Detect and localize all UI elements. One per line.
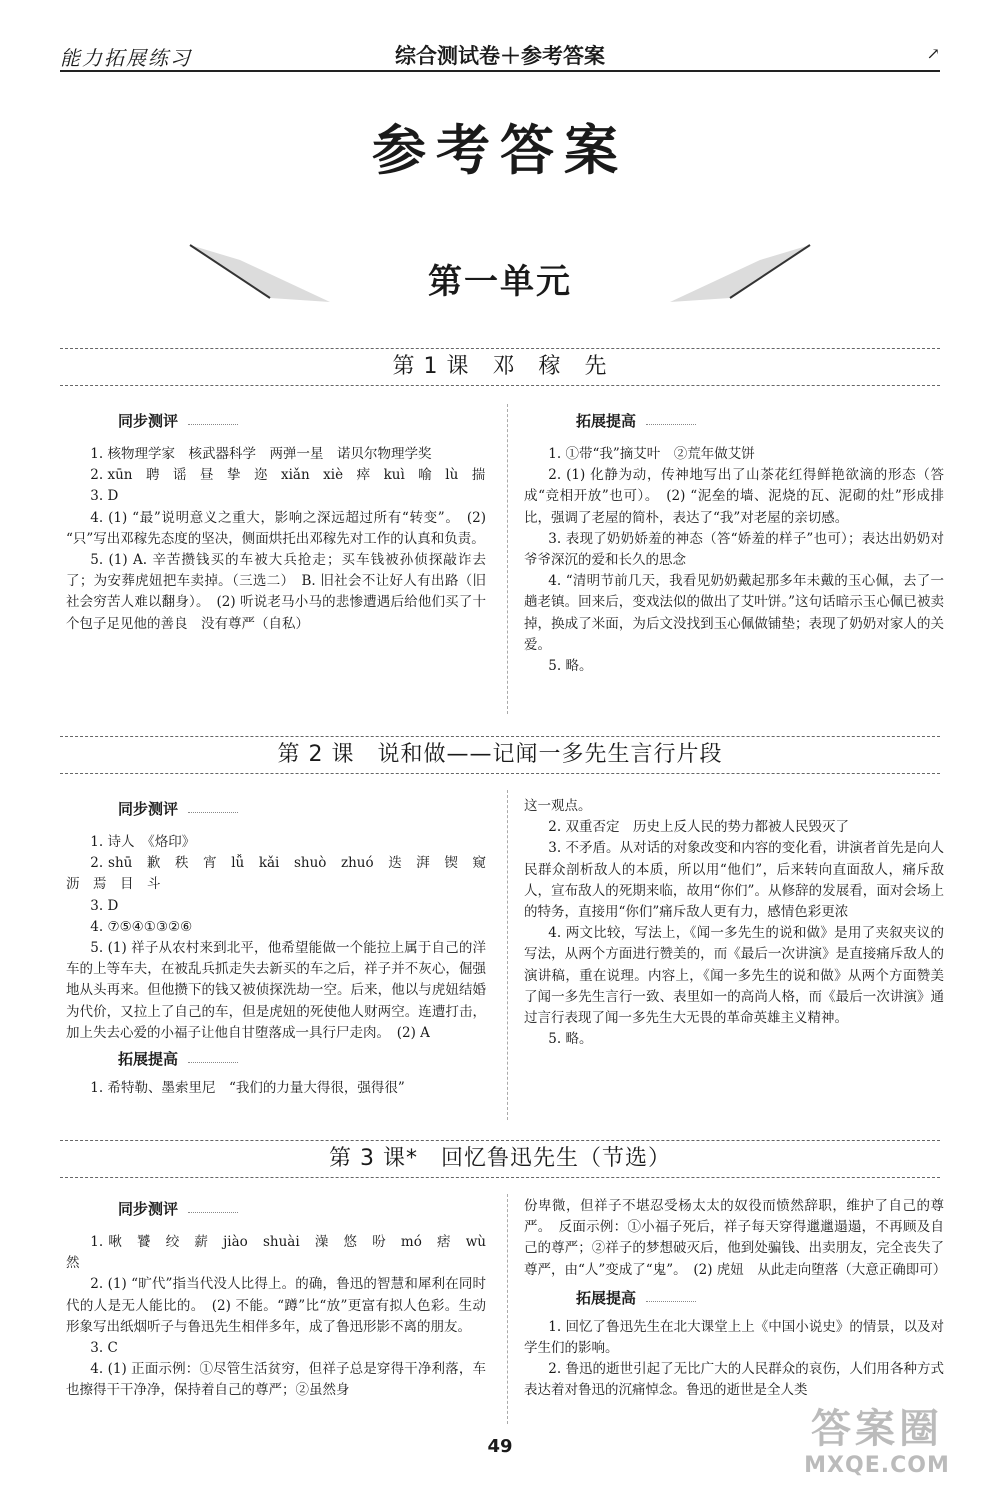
header-book-title: 能力拓展练习 xyxy=(60,46,192,70)
section-heading: 拓展提高 xyxy=(118,1046,486,1072)
answer-item: 4. ⑦⑤④①③②⑥ xyxy=(90,918,193,935)
answer-item: 4. 两文比较，写法上，《闻一多先生的说和做》是用了夹叙夹议的写法，从两个方面进行赞美的，而《最后一次讲演》是直接痛斥敌人的演讲稿，重在说理。内容上，《闻一多先生的说和做》从两个方面赞美了闻一多先生言行一致、表里如一的高尚人格，而《最后一次讲演》通过言行表现了闻一多先生大无畏的革命英雄主义精神。 xyxy=(524,925,944,1027)
answer-item: 4. (1) “最”说明意义之重大，影响之深远超过所有“转变”。 (2) “只”写出邓稼先态度的坚决，侧面烘托出邓稼先对工作的认真和负责。 xyxy=(66,509,486,547)
answer-item: 4. (1) 正面示例：①尽管生活贫穷，但祥子总是穿得干净利落，车也擦得干干净净，保持着自己的尊严；②虽然身 xyxy=(66,1361,486,1399)
answer-item: 5. 略。 xyxy=(548,1031,593,1048)
answer-item: 5. (1) A. 辛苦攒钱买的车被大兵抢走；买车钱被孙侦探敲诈去了；为安葬虎妞把车卖掉。（三选二） B. 旧社会不让好人有出路（旧社会穷苦人难以翻身）。 (2) 听说老马小马的悲惨遭遇后给他们买了十个包子足见他的善良 没有尊严（自私） xyxy=(66,552,486,632)
running-header xyxy=(60,38,940,72)
answer-item: 2. 双重否定 历史上反人民的势力都被人民毁灭了 xyxy=(548,819,849,836)
answer-item: 1. 核物理学家 核武器科学 两弹一星 诺贝尔物理学奖 xyxy=(90,446,432,462)
lesson-1-title-bar xyxy=(60,348,940,386)
answer-item: 2. xūn 聘 谣 昼 挚 迩 xiǎn xiè 瘁 kuì 喻 lù 揣 xyxy=(90,467,486,484)
answer-item: 4. “清明节前几天，我看见奶奶戴起那多年未戴的玉心佩，去了一趟老镇。回来后，变戏法似的做出了艾叶饼。”这句话暗示玉心佩已被卖掉，换成了米面，为后文没找到玉心佩做铺垫；表现了奶奶对家人的关爱。 xyxy=(524,573,944,653)
answer-item: 3. D xyxy=(90,897,119,914)
answer-item: 份卑微，但祥子不堪忍受杨太太的奴役而愤然辞职，维护了自己的尊严。 反面示例：①小福子死后，祥子每天穿得邋邋遢遢，不再顾及自己的尊严；②祥子的梦想破灭后，他到处骗钱、出卖朋友，完全丧失了尊严，由“人”变成了“鬼”。 (2) 虎妞 从此走向堕落（大意正确即可） xyxy=(524,1198,947,1278)
section-heading: 同步测评 xyxy=(118,796,486,822)
lesson-3-title-bar xyxy=(60,1140,940,1178)
section-heading: 同步测评 xyxy=(118,1196,486,1222)
page-title: 参考答案 xyxy=(372,119,628,182)
column-divider xyxy=(507,790,508,1120)
answer-item: 1. 诗人 《烙印》 xyxy=(90,834,196,850)
answer-item: 1. 啾 饕 绞 薪 jiào shuài 澡 悠 吩 mó 痞 wù 然 xyxy=(66,1234,500,1272)
section-heading: 同步测评 xyxy=(118,408,486,434)
answer-item: 1. ①带“我”摘艾叶 ②荒年做艾饼 xyxy=(548,446,755,462)
answer-item: 2. shū 歉 秩 宵 lǚ kǎi shuò zhuó 迭 湃 锲 窥 沥 焉 目 斗 xyxy=(66,855,500,893)
lesson-2-title-bar xyxy=(60,736,940,774)
answer-item: 5. (1) 祥子从农村来到北平，他希望能做一个能拉上属于自己的洋车的上等车夫，在被乱兵抓走失去新买的车之后，祥子并不灰心，倔强地从头再来。但他攒下的钱又被侦探洗劫一空。后来，他以与虎妞结婚为代价，又拉上了自己的车，但是虎妞的死使他人财两空。连遭打击，加上失去心爱的小福子让他自甘堕落成一具行尸走肉。 (2) A xyxy=(66,940,486,1041)
answer-item: 1. 希特勒、墨索里尼 “我们的力量大得很，强得很” xyxy=(90,1080,405,1097)
answer-item: 3. D xyxy=(90,488,119,505)
answer-item: 2. (1) 化静为动，传神地写出了山茶花红得鲜艳欲滴的形态（答成“竞相开放”也可）。 (2) “泥垒的墙、泥烧的瓦、泥砌的灶”形成排比，强调了老屋的简朴，表达了“我”对老屋的亲切感。 xyxy=(524,467,944,526)
lesson-2-left-column xyxy=(66,796,500,1099)
answer-item: 3. 表现了奶奶娇羞的神态（答“娇羞的样子”也可）；表达出奶奶对爷爷深沉的爱和长久的思念 xyxy=(524,530,944,569)
lesson-3-title: 第 3 课* 回忆鲁迅先生（节选） xyxy=(315,1141,685,1177)
section-heading: 拓展提高 xyxy=(576,1285,944,1311)
column-divider xyxy=(507,404,508,714)
lesson-1-left-column xyxy=(66,408,486,635)
answer-item: 2. 鲁迅的逝世引起了无比广大的人民群众的哀伤，人们用各种方式表达着对鲁迅的沉痛悼念。鲁迅的逝世是全人类 xyxy=(524,1361,944,1399)
header-corner-mark: ↗ xyxy=(926,44,940,63)
watermark-logo-text: 答案圈 xyxy=(811,1406,943,1452)
unit-title: 第一单元 xyxy=(428,262,572,302)
lesson-3-right-column xyxy=(524,1196,947,1402)
lesson-3-left-column xyxy=(66,1196,500,1402)
lesson-1-right-column xyxy=(524,408,944,677)
column-divider xyxy=(507,1194,508,1424)
answer-item: 3. C xyxy=(90,1340,118,1357)
section-heading: 拓展提高 xyxy=(576,408,944,434)
answer-item: 2. (1) “旷代”指当代没人比得上。的确，鲁迅的智慧和犀利在同时代的人是无人能比的。 (2) 不能。“蹲”比“放”更富有拟人色彩。生动形象写出纸烟听子与鲁迅先生相伴多年，成了鲁迅形影不离的朋友。 xyxy=(66,1276,486,1335)
site-watermark xyxy=(772,1405,982,1485)
answer-item: 1. 回忆了鲁迅先生在北大课堂上上《中国小说史》的情景，以及对学生们的影响。 xyxy=(524,1318,944,1357)
lesson-1-title: 第 1 课 邓 稼 先 xyxy=(379,349,622,385)
lesson-2-right-column xyxy=(524,796,944,1050)
answer-item: 3. 不矛盾。从对话的对象改变和内容的变化看，讲演者首先是向人民群众剖析敌人的本质，所以用“他们”，后来转向直面敌人，痛斥敌人，宣布敌人的死期来临，故用“你们”。从修辞的发展看，面对会场上的特务，直接用“你们”痛斥敌人更有力，感情色彩更浓 xyxy=(524,840,944,921)
watermark-url: MXQE.COM xyxy=(804,1453,950,1478)
answer-item: 这一观点。 xyxy=(524,798,592,814)
page-number: 49 xyxy=(487,1436,513,1457)
answer-item: 5. 略。 xyxy=(548,658,593,675)
header-section-title: 综合测试卷＋参考答案 xyxy=(395,44,605,68)
lesson-2-title: 第 2 课 说和做——记闻一多先生言行片段 xyxy=(264,737,737,773)
